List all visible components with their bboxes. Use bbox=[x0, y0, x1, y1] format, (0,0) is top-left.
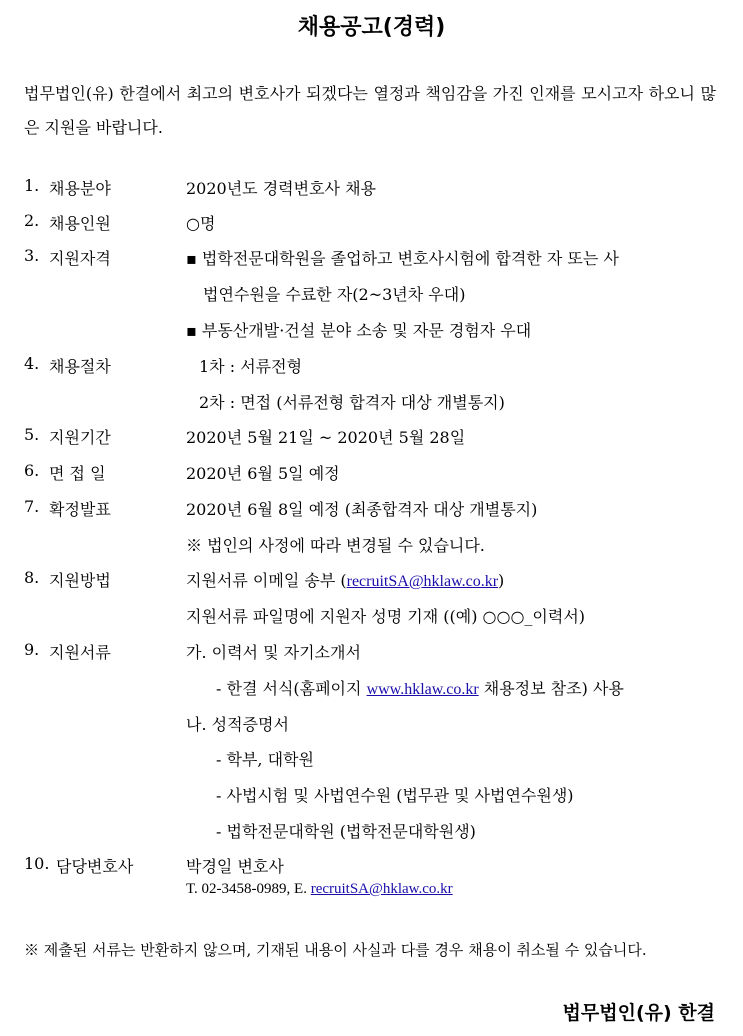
item-value-9b-rest: 채용정보 참조) 사용 bbox=[478, 679, 624, 698]
item-number-6: 6. bbox=[24, 461, 40, 480]
contact-phone-text: T. 02-3458-0989, E. bbox=[186, 881, 311, 897]
item-number-7: 7. bbox=[24, 497, 40, 516]
recruit-email-link[interactable]: recruitSA@hklaw.co.kr bbox=[346, 573, 499, 590]
item-value-4b: 2차 : 면접 (서류전형 합격자 대상 개별통지) bbox=[199, 393, 505, 412]
notice-paragraph: ※ 제출된 서류는 반환하지 않으며, 기재된 내용이 사실과 다를 경우 채용이 취소될 수 있습니다. bbox=[24, 941, 647, 959]
item-label-6: 면 접 일 bbox=[49, 464, 106, 483]
item-value-9c: 나. 성적증명서 bbox=[186, 715, 289, 734]
item-value-4a: 1차 : 서류전형 bbox=[199, 357, 303, 376]
item-value-3a: ▪ 법학전문대학원을 졸업하고 변호사시험에 합격한 자 또는 사 bbox=[186, 249, 619, 268]
item-label-8: 지원방법 bbox=[49, 571, 111, 590]
item-value-10b bbox=[186, 881, 453, 898]
item-label-2: 채용인원 bbox=[49, 214, 111, 233]
item-label-10: 담당변호사 bbox=[56, 857, 134, 876]
item-label-9: 지원서류 bbox=[49, 643, 111, 662]
item-value-9b-text: - 한결 서식(홈페이지 bbox=[216, 679, 367, 698]
firm-signature: 법무법인(유) 한결 bbox=[562, 1002, 715, 1024]
item-value-7a: 2020년 6월 8일 예정 (최종합격자 대상 개별통지) bbox=[186, 500, 538, 519]
item-value-9b bbox=[216, 676, 624, 699]
page-title: 채용공고(경력) bbox=[297, 15, 446, 40]
item-value-1: 2020년도 경력변호사 채용 bbox=[186, 179, 376, 198]
item-label-1: 채용분야 bbox=[49, 179, 111, 198]
item-value-6: 2020년 6월 5일 예정 bbox=[186, 464, 340, 483]
item-number-2: 2. bbox=[24, 211, 40, 230]
item-value-9e: - 사법시험 및 사법연수원 (법무관 및 사법연수원생) bbox=[216, 786, 574, 805]
item-label-5: 지원기간 bbox=[49, 428, 111, 447]
item-value-3c: ▪ 부동산개발·건설 분야 소송 및 자문 경험자 우대 bbox=[186, 321, 532, 340]
item-number-10: 10. bbox=[24, 854, 50, 873]
item-number-5: 5. bbox=[24, 425, 40, 444]
intro-paragraph: 법무법인(유) 한결에서 최고의 변호사가 되겠다는 열정과 책임감을 가진 인재를 모시고자 하오니 많은 지원을 바랍니다. bbox=[24, 84, 716, 137]
item-number-4: 4. bbox=[24, 354, 40, 373]
item-value-9d: - 학부, 대학원 bbox=[216, 750, 314, 769]
item-number-9: 9. bbox=[24, 640, 40, 659]
item-label-4: 채용절차 bbox=[49, 357, 111, 376]
contact-email-link[interactable]: recruitSA@hklaw.co.kr bbox=[310, 881, 453, 897]
item-value-8a-text: 지원서류 이메일 송부 ( bbox=[186, 571, 347, 590]
item-number-8: 8. bbox=[24, 568, 40, 587]
item-value-9f: - 법학전문대학원 (법학전문대학원생) bbox=[216, 822, 476, 841]
item-label-7: 확정발표 bbox=[49, 500, 111, 519]
item-value-8a bbox=[186, 568, 504, 591]
item-value-9a: 가. 이력서 및 자기소개서 bbox=[186, 643, 361, 662]
item-value-10a: 박경일 변호사 bbox=[186, 857, 284, 876]
item-value-3b: 법연수원을 수료한 자(2~3년차 우대) bbox=[203, 285, 466, 304]
item-value-7b: ※ 법인의 사정에 따라 변경될 수 있습니다. bbox=[186, 536, 485, 555]
homepage-link[interactable]: www.hklaw.co.kr bbox=[366, 681, 479, 698]
item-value-2: ○명 bbox=[186, 214, 216, 233]
item-number-1: 1. bbox=[24, 176, 40, 195]
item-value-8b: 지원서류 파일명에 지원자 성명 기재 ((예) ○○○_이력서) bbox=[186, 607, 586, 626]
item-value-8a-close: ) bbox=[498, 571, 505, 590]
item-value-5: 2020년 5월 21일 ~ 2020년 5월 28일 bbox=[186, 428, 466, 447]
item-label-3: 지원자격 bbox=[49, 249, 111, 268]
item-number-3: 3. bbox=[24, 246, 40, 265]
